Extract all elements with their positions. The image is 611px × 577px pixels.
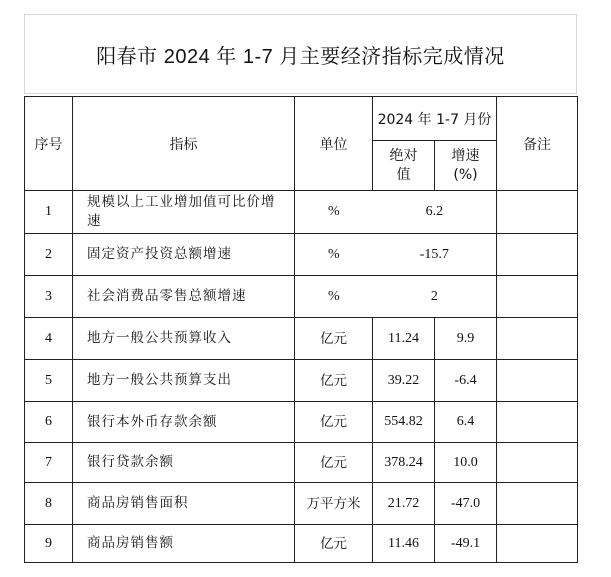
row-unit: % (327, 246, 340, 262)
row-seq: 2 (25, 234, 73, 276)
row-remarks (497, 525, 578, 563)
row-indicator: 固定资产投资总额增速 (73, 234, 295, 276)
row-merged-value (295, 276, 497, 318)
row-growth: -6.4 (435, 360, 497, 402)
header-indicator: 指标 (73, 97, 295, 191)
row-absolute-value: 378.24 (373, 443, 435, 483)
row-remarks (497, 191, 578, 234)
row-indicator: 银行本外币存款余额 (73, 402, 295, 443)
row-unit: 亿元 (295, 443, 373, 483)
row-remarks (497, 483, 578, 525)
row-growth: 6.4 (435, 402, 497, 443)
row-unit: % (327, 288, 340, 304)
row-unit: 亿元 (295, 525, 373, 563)
header-remarks: 备注 (497, 97, 578, 191)
row-seq: 7 (25, 443, 73, 483)
row-growth: 9.9 (435, 318, 497, 360)
row-growth: -49.1 (435, 525, 497, 563)
row-unit: 亿元 (295, 360, 373, 402)
table-row (25, 234, 578, 276)
row-unit: 亿元 (295, 402, 373, 443)
row-indicator: 地方一般公共预算收入 (73, 318, 295, 360)
table-row (25, 483, 578, 525)
row-unit: 亿元 (295, 318, 373, 360)
indicators-table (24, 96, 578, 563)
row-remarks (497, 360, 578, 402)
row-seq: 5 (25, 360, 73, 402)
page-title: 阳春市 2024 年 1-7 月主要经济指标完成情况 (96, 45, 505, 68)
header-seq: 序号 (25, 97, 73, 191)
row-seq: 6 (25, 402, 73, 443)
row-seq: 9 (25, 525, 73, 563)
row-value: 6.2 (425, 204, 444, 219)
title-box (24, 14, 577, 94)
row-seq: 3 (25, 276, 73, 318)
row-absolute-value: 11.24 (373, 318, 435, 360)
header-unit: 单位 (295, 97, 373, 191)
row-indicator: 商品房销售额 (73, 525, 295, 563)
table-row (25, 443, 578, 483)
header-period: 2024 年 1-7 月份 (373, 97, 497, 141)
row-unit: 万平方米 (295, 483, 373, 525)
header-absolute-value: 绝对值 (373, 141, 435, 191)
row-seq: 1 (25, 191, 73, 234)
row-seq: 4 (25, 318, 73, 360)
row-unit: % (327, 204, 340, 219)
table-row (25, 525, 578, 563)
row-indicator: 社会消费品零售总额增速 (73, 276, 295, 318)
row-merged-value (295, 191, 497, 234)
row-indicator: 银行贷款余额 (73, 443, 295, 483)
row-value: -15.7 (419, 246, 449, 262)
row-remarks (497, 318, 578, 360)
row-merged-value (295, 234, 497, 276)
header-row (25, 97, 578, 141)
row-seq: 8 (25, 483, 73, 525)
row-value: 2 (430, 288, 438, 304)
row-remarks (497, 402, 578, 443)
row-indicator: 规模以上工业增加值可比价增速 (73, 191, 295, 234)
row-absolute-value: 21.72 (373, 483, 435, 525)
table-row (25, 402, 578, 443)
row-remarks (497, 276, 578, 318)
row-remarks (497, 443, 578, 483)
row-absolute-value: 554.82 (373, 402, 435, 443)
row-indicator: 地方一般公共预算支出 (73, 360, 295, 402)
table-row (25, 191, 578, 234)
row-indicator: 商品房销售面积 (73, 483, 295, 525)
table-row (25, 276, 578, 318)
header-growth: 增速(%) (435, 141, 497, 191)
row-growth: -47.0 (435, 483, 497, 525)
row-growth: 10.0 (435, 443, 497, 483)
row-remarks (497, 234, 578, 276)
table-row (25, 360, 578, 402)
row-absolute-value: 39.22 (373, 360, 435, 402)
row-absolute-value: 11.46 (373, 525, 435, 563)
table-row (25, 318, 578, 360)
